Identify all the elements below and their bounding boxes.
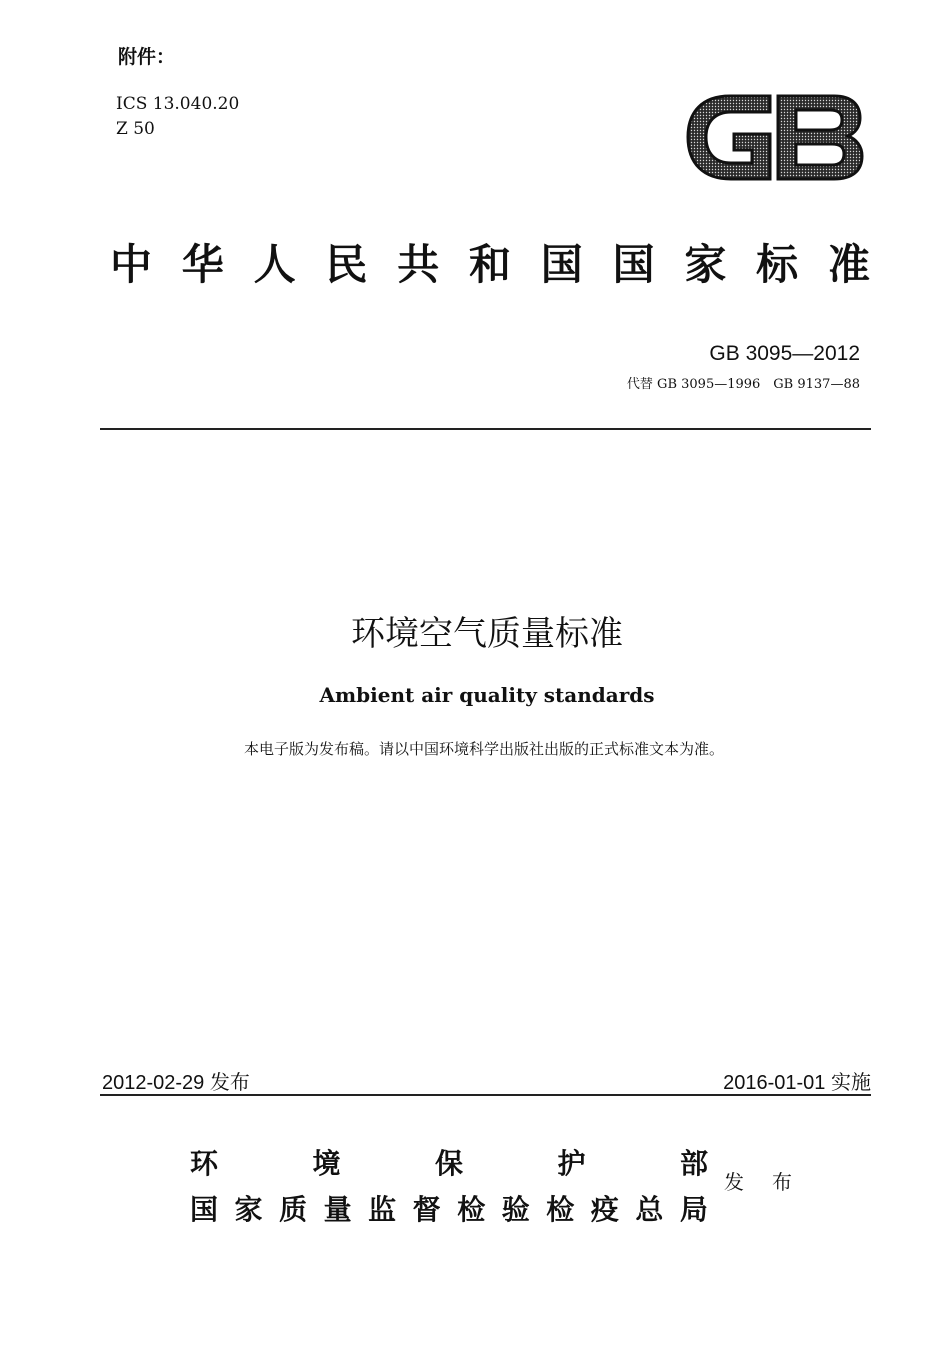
- standard-number: GB 3095—2012: [709, 342, 860, 365]
- gb-logo: [684, 90, 864, 185]
- standard-title: [110, 232, 870, 292]
- ics-code: ICS 13.040.20: [116, 94, 240, 114]
- issuer-ministry-char: 护: [557, 1147, 586, 1180]
- issuer-ministry: [190, 1142, 708, 1182]
- replaces-standards: 代替 GB 3095—1996 GB 9137—88: [626, 377, 860, 392]
- standard-title-char: 华: [181, 240, 224, 289]
- issuer-aqsiq-char: 质: [279, 1193, 308, 1226]
- standard-title-char: 国: [612, 240, 655, 289]
- standard-title-char: 共: [397, 240, 440, 289]
- implementation-date: 2016-01-01 实施: [723, 1072, 871, 1094]
- bottom-divider: [100, 1094, 871, 1096]
- standard-title-char: 中: [110, 240, 153, 289]
- standard-title-char: 国: [540, 240, 583, 289]
- issuer-ministry-char: 保: [434, 1147, 463, 1180]
- issuer-aqsiq-char: 局: [679, 1193, 708, 1226]
- standard-title-char: 准: [827, 240, 870, 289]
- issuer-aqsiq-char: 检: [546, 1193, 575, 1226]
- edition-note: 本电子版为发布稿。请以中国环境科学出版社出版的正式标准文本为准。: [243, 740, 724, 758]
- publish-label: [724, 1166, 792, 1195]
- issuer-aqsiq-char: 量: [323, 1193, 352, 1226]
- release-date: 2012-02-29 发布: [102, 1072, 250, 1094]
- standard-title-char: 人: [253, 240, 296, 289]
- issuer-aqsiq-char: 总: [635, 1193, 664, 1226]
- standard-title-char: 家: [684, 240, 727, 289]
- standard-name-chinese: 环境空气质量标准: [351, 614, 623, 654]
- publish-label-char: 发: [724, 1170, 744, 1194]
- issuer-ministry-char: 部: [679, 1147, 708, 1180]
- issuer-aqsiq-char: 家: [234, 1193, 263, 1226]
- standard-title-char: 标: [756, 240, 799, 289]
- standard-title-char: 民: [325, 240, 368, 289]
- classification-code: Z 50: [116, 119, 155, 139]
- issuer-aqsiq-char: 国: [190, 1193, 219, 1226]
- issuer-aqsiq-char: 疫: [590, 1193, 619, 1226]
- standard-title-char: 和: [468, 240, 511, 289]
- issuer-ministry-char: 环: [190, 1147, 219, 1180]
- issuer-aqsiq-char: 验: [501, 1193, 530, 1226]
- top-divider: [100, 428, 871, 430]
- attachment-label: 附件：: [118, 46, 176, 68]
- issuer-ministry-char: 境: [312, 1147, 341, 1180]
- publish-label-char: 布: [772, 1170, 792, 1194]
- gb-logo-text: GB: [684, 90, 686, 91]
- issuer-aqsiq: [190, 1188, 708, 1228]
- issuer-aqsiq-char: 监: [368, 1193, 397, 1226]
- issuer-aqsiq-char: 督: [412, 1193, 441, 1226]
- standard-name-english: Ambient air quality standards: [319, 683, 655, 707]
- issuer-aqsiq-char: 检: [457, 1193, 486, 1226]
